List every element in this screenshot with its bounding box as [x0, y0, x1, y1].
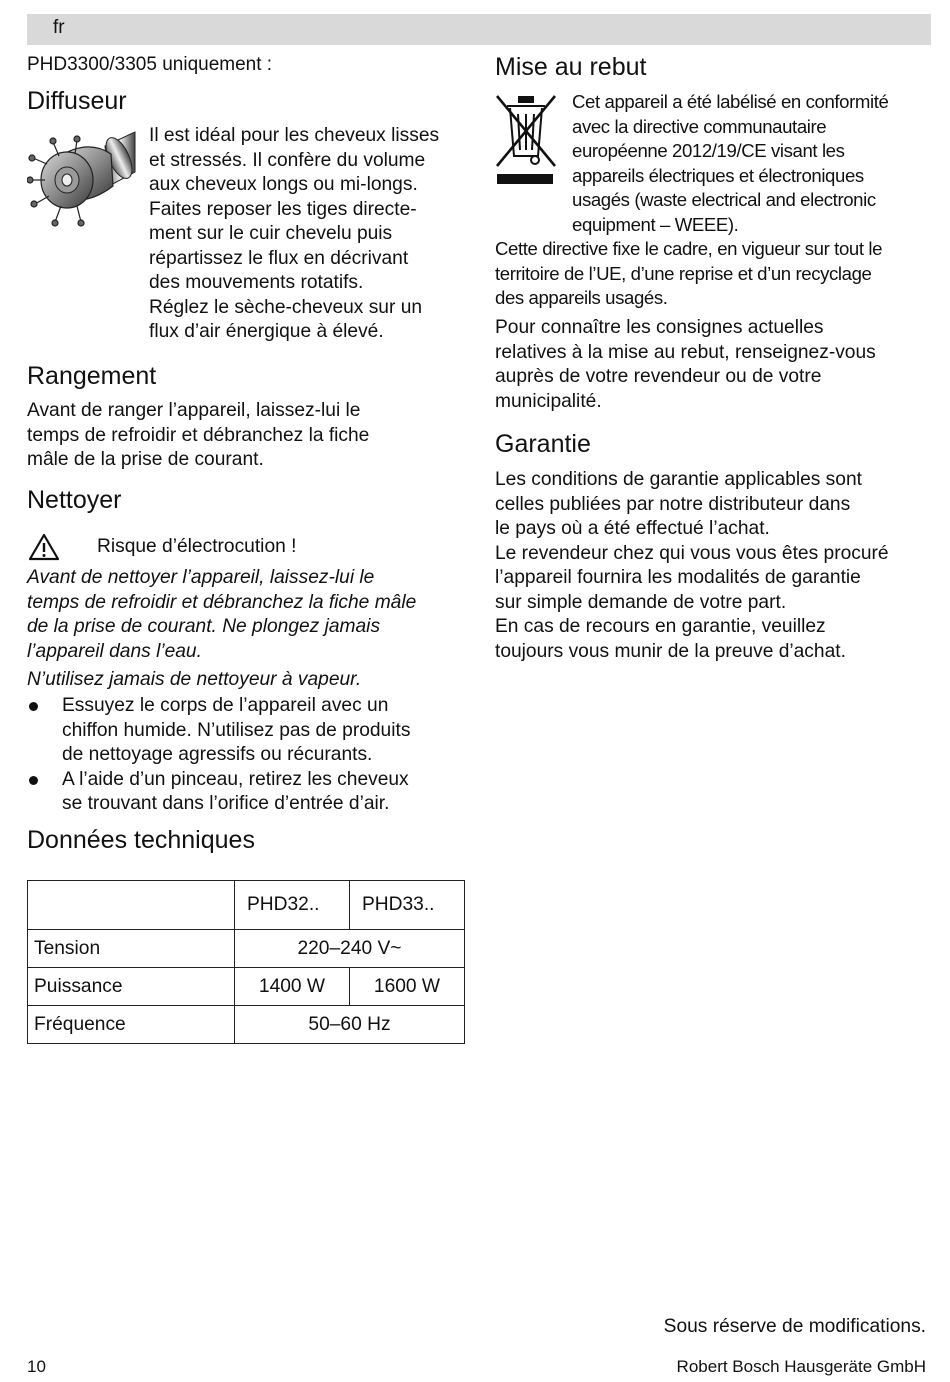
- rebut-line: relatives à la mise au rebut, renseignez-vous: [495, 341, 876, 363]
- rebut-line: Cet appareil a été labélisé en conformité: [572, 91, 889, 112]
- row-label: Fréquence: [28, 1006, 235, 1044]
- row-value: 1600 W: [350, 968, 465, 1006]
- garantie-line: sur simple demande de votre part.: [495, 591, 787, 613]
- warning-title: Risque d’électrocution !: [97, 536, 297, 557]
- modifications-note: Sous réserve de modifications.: [663, 1316, 926, 1337]
- rebut-heading: Mise au rebut: [495, 53, 647, 81]
- nettoyer-heading: Nettoyer: [27, 486, 122, 514]
- rebut-line: municipalité.: [495, 390, 602, 412]
- warning-text: [27, 566, 467, 664]
- warning-line: l’appareil dans l’eau.: [27, 640, 202, 662]
- rangement-line: Avant de ranger l’appareil, laissez-lui le: [27, 400, 361, 421]
- diffuseur-line: des mouvements rotatifs.: [149, 272, 364, 293]
- page-number: 10: [27, 1357, 46, 1376]
- garantie-line: toujours vous munir de la preuve d’achat.: [495, 640, 846, 662]
- step-line: A l’aide d’un pinceau, retirez les cheveux: [62, 768, 409, 790]
- row-value: 1400 W: [235, 968, 350, 1006]
- rangement-line: temps de refroidir et débranchez la fiche: [27, 424, 370, 446]
- list-item: [27, 768, 467, 817]
- step-line: Essuyez le corps de l’appareil avec un: [62, 695, 389, 716]
- language-bar: [27, 14, 931, 45]
- cleaning-steps: [27, 694, 467, 817]
- models-note: PHD3300/3305 uniquement :: [27, 54, 273, 75]
- diffuseur-line: Réglez le sèche-cheveux sur un: [149, 296, 423, 318]
- diffuseur-text: [149, 124, 469, 345]
- garantie-text: [495, 468, 935, 664]
- rangement-text: [27, 399, 467, 473]
- rebut-line: usagés (waste electrical and electronic: [572, 189, 876, 210]
- diffuseur-line: aux cheveux longs ou mi-longs.: [149, 174, 418, 195]
- table-row: [28, 930, 465, 968]
- diffuseur-line: Faites reposer les tiges directe-: [149, 198, 417, 220]
- garantie-line: l’appareil fournira les modalités de garantie: [495, 567, 861, 588]
- step-line: se trouvant dans l’orifice d’entrée d’air.: [62, 793, 390, 814]
- garantie-line: En cas de recours en garantie, veuillez: [495, 616, 826, 637]
- rebut-line: Pour connaître les consignes actuelles: [495, 317, 824, 338]
- rebut-line: auprès de votre revendeur ou de votre: [495, 366, 822, 387]
- rebut-line: des appareils usagés.: [495, 287, 668, 308]
- table-row: [28, 881, 465, 930]
- crossed-bin-icon: [495, 94, 559, 186]
- list-item: [27, 694, 467, 768]
- diffuseur-line: flux d’air énergique à élevé.: [149, 321, 384, 342]
- diffuser-image: [27, 128, 139, 230]
- language-code: fr: [53, 17, 65, 38]
- warning-line: temps de refroidir et débranchez la fiche mâle: [27, 591, 417, 613]
- row-value: 220–240 V~: [235, 930, 465, 968]
- garantie-line: le pays où a été effectué l’achat.: [495, 518, 770, 539]
- garantie-line: celles publiées par notre distributeur dans: [495, 493, 851, 515]
- donnees-heading: Données techniques: [27, 826, 255, 854]
- rangement-heading: Rangement: [27, 362, 157, 390]
- warning-line: Avant de nettoyer l’appareil, laissez-lui le: [27, 567, 375, 588]
- table-corner: [28, 881, 235, 930]
- row-value: 50–60 Hz: [235, 1006, 465, 1044]
- step-line: chiffon humide. N’utilisez pas de produits: [62, 719, 411, 741]
- diffuseur-line: et stressés. Il confère du volume: [149, 149, 426, 171]
- col-header: PHD32..: [235, 881, 350, 930]
- rebut-paragraph: [495, 316, 935, 414]
- diffuseur-line: ment sur le cuir chevelu puis: [149, 223, 393, 244]
- row-label: Puissance: [28, 968, 235, 1006]
- garantie-heading: Garantie: [495, 430, 591, 458]
- warning-line: de la prise de courant. Ne plongez jamais: [27, 616, 381, 637]
- rangement-line: mâle de la prise de courant.: [27, 449, 264, 470]
- warning-triangle-icon: [28, 533, 60, 561]
- rebut-line: avec la directive communautaire: [572, 115, 827, 137]
- step-line: de nettoyage agressifs ou récurants.: [62, 744, 373, 765]
- rebut-line: Cette directive fixe le cadre, en vigueur sur tout le: [495, 238, 883, 259]
- garantie-line: Le revendeur chez qui vous vous êtes procuré: [495, 542, 889, 564]
- diffuseur-line: répartissez le flux en décrivant: [149, 247, 409, 269]
- rebut-line: appareils électriques et électroniques: [572, 164, 864, 186]
- row-label: Tension: [28, 930, 235, 968]
- diffuseur-line: Il est idéal pour les cheveux lisses: [149, 125, 440, 146]
- table-row: [28, 1006, 465, 1044]
- company-name: Robert Bosch Hausgeräte GmbH: [676, 1357, 926, 1376]
- rebut-line: equipment – WEEE).: [572, 213, 739, 235]
- rebut-line: européenne 2012/19/CE visant les: [572, 140, 845, 161]
- tech-table: [27, 880, 465, 1044]
- rebut-line: territoire de l’UE, d’une reprise et d’un recyclage: [495, 262, 872, 284]
- garantie-line: Les conditions de garantie applicables sont: [495, 469, 862, 490]
- rebut-paragraph: [495, 237, 935, 311]
- table-row: [28, 968, 465, 1006]
- col-header: PHD33..: [350, 881, 465, 930]
- diffuseur-heading: Diffuseur: [27, 87, 127, 115]
- steam-note: N’utilisez jamais de nettoyeur à vapeur.: [27, 669, 362, 690]
- rebut-icon-text: [572, 90, 932, 237]
